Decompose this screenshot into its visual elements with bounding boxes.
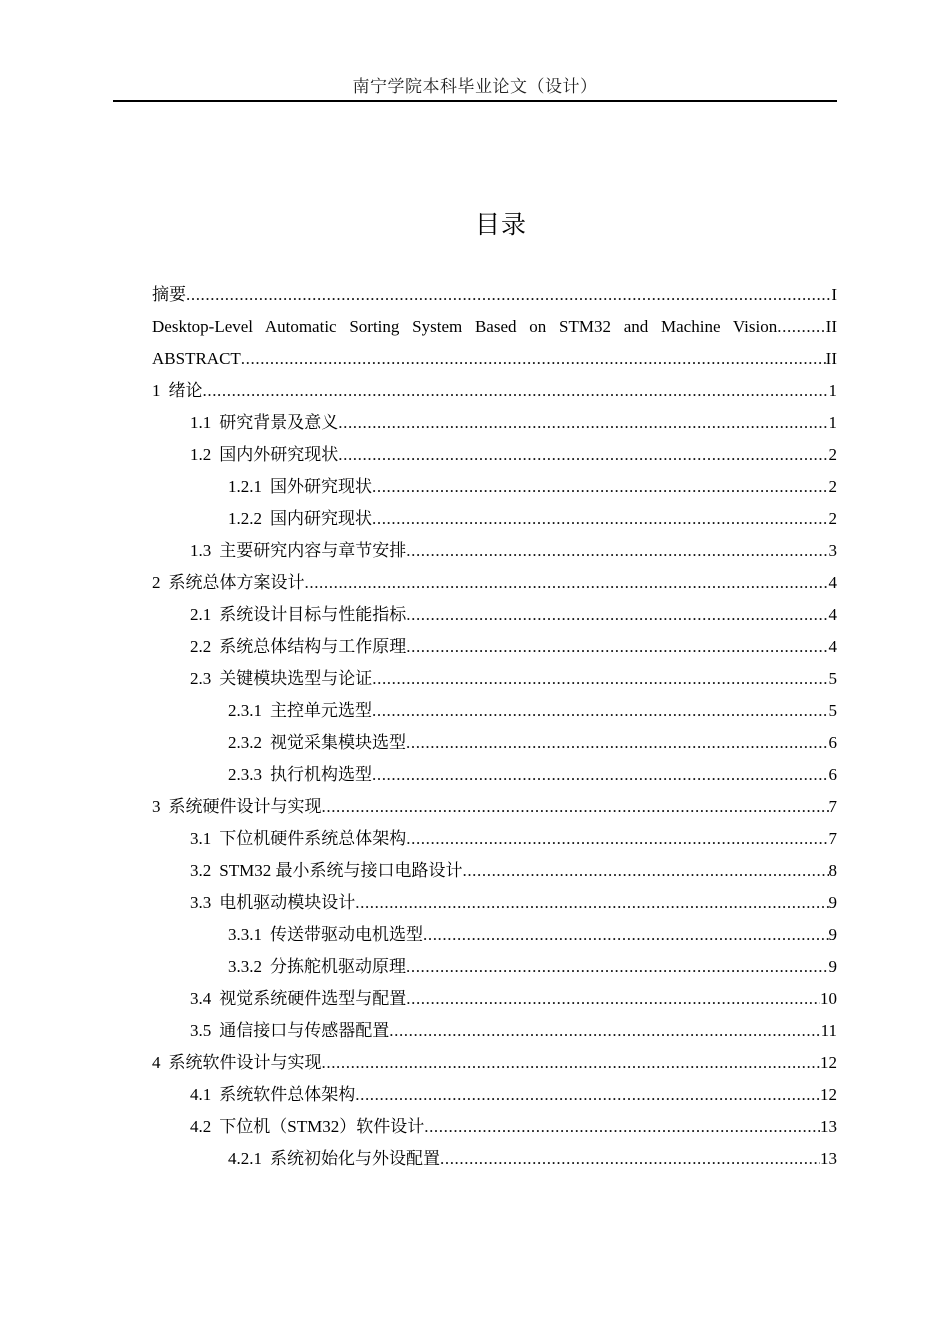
toc-entry-title: 电机驱动模块设计: [219, 893, 356, 912]
toc-dot-leader: [424, 1111, 820, 1143]
toc-entry[interactable]: [152, 471, 837, 503]
toc-entry-number: 4.2: [190, 1117, 212, 1136]
toc-entry-page: 5: [828, 701, 837, 720]
toc-entry[interactable]: [152, 823, 837, 855]
toc-dot-leader: [322, 791, 829, 823]
toc-entry-title: 国外研究现状: [270, 477, 372, 496]
toc-entry-number: 4.2.1: [228, 1149, 262, 1168]
toc-entry[interactable]: [152, 791, 837, 823]
toc-entry-title: 摘要: [152, 285, 186, 304]
toc-entry[interactable]: [152, 567, 837, 599]
toc-entry-title: 执行机构选型: [270, 765, 372, 784]
toc-entry-title: 下位机（STM32）软件设计: [219, 1117, 425, 1136]
toc-entry-title: 视觉系统硬件选型与配置: [219, 989, 407, 1008]
toc-dot-leader: [372, 759, 829, 791]
toc-entry-page: 12: [820, 1085, 837, 1104]
toc-entry-number: 4: [152, 1053, 161, 1072]
toc-entry[interactable]: [152, 439, 837, 471]
toc-entry-title: 分拣舵机驱动原理: [270, 957, 406, 976]
toc-dot-leader: [423, 919, 829, 951]
toc-dot-leader: [389, 1015, 820, 1047]
toc-entry-number: 3.3.1: [228, 925, 262, 944]
toc-dot-leader: [406, 535, 828, 567]
toc-entry[interactable]: [152, 887, 837, 919]
toc-entry-page: 7: [828, 797, 837, 816]
toc-entry[interactable]: [152, 1015, 837, 1047]
toc-entry-number: 1.2: [190, 445, 212, 464]
toc-entry-number: 1: [152, 381, 161, 400]
toc-entry-title: Desktop-Level Automatic Sorting System Based on STM32 and Machine Vision: [152, 317, 778, 336]
running-header: 南宁学院本科毕业论文（设计）: [352, 77, 598, 96]
toc-entry[interactable]: [152, 855, 837, 887]
toc-entry-number: 2.1: [190, 605, 212, 624]
toc-dot-leader: [372, 503, 829, 535]
toc-entry-title: 系统总体结构与工作原理: [219, 637, 407, 656]
toc-entry-page: II: [825, 349, 837, 368]
toc-entry-title: 系统设计目标与性能指标: [219, 605, 407, 624]
toc-entry-title: 系统初始化与外设配置: [270, 1149, 440, 1168]
toc-dot-leader: [372, 695, 829, 727]
toc-entry-number: 2.3.2: [228, 733, 262, 752]
toc-entry-title: 系统硬件设计与实现: [168, 797, 322, 816]
toc-entry[interactable]: [152, 1079, 837, 1111]
toc-dot-leader: [406, 631, 828, 663]
toc-entry-title: 研究背景及意义: [219, 413, 339, 432]
toc-entry[interactable]: [152, 663, 837, 695]
toc-entry[interactable]: [152, 1143, 837, 1175]
toc-dot-leader: [203, 375, 829, 407]
toc-entry-number: 2.3.1: [228, 701, 262, 720]
toc-entry-page: 13: [820, 1149, 837, 1168]
toc-entry-page: I: [831, 285, 837, 304]
toc-entry[interactable]: [152, 951, 837, 983]
toc-dot-leader: [406, 951, 829, 983]
toc-dot-leader: [186, 279, 831, 311]
header-rule: [113, 100, 837, 102]
toc-entry-title: 系统总体方案设计: [168, 573, 305, 592]
toc-entry[interactable]: [152, 695, 837, 727]
toc-entry-title: 绪论: [168, 381, 203, 400]
toc-entry-number: 2: [152, 573, 161, 592]
toc-entry-page: 7: [828, 829, 837, 848]
toc-entry-number: 2.3.3: [228, 765, 262, 784]
toc-entry[interactable]: [152, 375, 837, 407]
toc-entry-title: 主控单元选型: [270, 701, 372, 720]
toc-entry[interactable]: [152, 311, 837, 343]
toc-entry-page: 1: [828, 413, 837, 432]
toc-dot-leader: [355, 1079, 820, 1111]
toc-entry-title: 传送带驱动电机选型: [270, 925, 423, 944]
toc-entry-page: 10: [820, 989, 837, 1008]
toc-entry-number: 4.1: [190, 1085, 212, 1104]
toc-entry-title: 系统软件总体架构: [219, 1085, 356, 1104]
toc-dot-leader: [372, 663, 828, 695]
toc-entry-page: 2: [828, 477, 837, 496]
toc-dot-leader: [241, 343, 826, 375]
toc-entry[interactable]: [152, 1047, 837, 1079]
toc-entry[interactable]: [152, 759, 837, 791]
toc-entry[interactable]: [152, 727, 837, 759]
toc-entry[interactable]: [152, 503, 837, 535]
toc-entry-page: 8: [828, 861, 837, 880]
toc-entry-number: 1.1: [190, 413, 212, 432]
toc-entry-number: 3.3: [190, 893, 212, 912]
toc-entry[interactable]: [152, 1111, 837, 1143]
toc-entry-page: 2: [828, 509, 837, 528]
toc-entry-page: 4: [828, 573, 837, 592]
toc-entry-page: 9: [828, 957, 837, 976]
toc-entry-number: 3.4: [190, 989, 212, 1008]
toc-entry-number: 1.3: [190, 541, 212, 560]
toc-entry-page: 6: [828, 765, 837, 784]
toc-entry-number: 1.2.1: [228, 477, 262, 496]
toc-entry-title: 关键模块选型与论证: [219, 669, 373, 688]
toc-entry[interactable]: [152, 599, 837, 631]
toc-entry-title: 下位机硬件系统总体架构: [219, 829, 407, 848]
toc-entry-title: 主要研究内容与章节安排: [219, 541, 407, 560]
toc-entry-title: 系统软件设计与实现: [168, 1053, 322, 1072]
toc-dot-leader: [462, 855, 828, 887]
toc-title: 目录: [474, 212, 527, 239]
toc-entry-title: 通信接口与传感器配置: [219, 1021, 390, 1040]
toc-entry-number: 2.2: [190, 637, 212, 656]
toc-entry[interactable]: [152, 919, 837, 951]
toc-dot-leader: [777, 311, 825, 343]
toc-entry-page: 12: [820, 1053, 837, 1072]
toc-entry-page: 3: [828, 541, 837, 560]
toc-entry[interactable]: [152, 535, 837, 567]
toc-entry-page: 1: [828, 381, 837, 400]
toc-dot-leader: [440, 1143, 820, 1175]
toc-entry-page: 9: [828, 893, 837, 912]
toc-entry-number: 3.2: [190, 861, 212, 880]
toc-entry-page: 2: [828, 445, 837, 464]
toc-dot-leader: [322, 1047, 821, 1079]
toc-entry-title: 国内研究现状: [270, 509, 372, 528]
toc-entry-number: 3: [152, 797, 161, 816]
table-of-contents: [152, 279, 837, 1175]
toc-entry-page: 11: [820, 1021, 837, 1040]
toc-entry-page: 4: [828, 605, 837, 624]
toc-entry[interactable]: [152, 279, 837, 311]
toc-dot-leader: [338, 439, 828, 471]
toc-entry-page: II: [825, 317, 837, 336]
toc-entry-title: STM32 最小系统与接口电路设计: [219, 861, 463, 880]
toc-entry-page: 13: [820, 1117, 837, 1136]
toc-entry-number: 1.2.2: [228, 509, 262, 528]
toc-entry-number: 3.5: [190, 1021, 212, 1040]
toc-entry-number: 2.3: [190, 669, 212, 688]
toc-dot-leader: [406, 599, 828, 631]
toc-entry-page: 9: [828, 925, 837, 944]
toc-entry-page: 6: [828, 733, 837, 752]
toc-entry-title: 视觉采集模块选型: [270, 733, 406, 752]
toc-dot-leader: [338, 407, 828, 439]
toc-entry-number: 3.3.2: [228, 957, 262, 976]
toc-entry[interactable]: [152, 343, 837, 375]
toc-entry-number: 3.1: [190, 829, 212, 848]
toc-dot-leader: [406, 983, 820, 1015]
toc-entry[interactable]: [152, 631, 837, 663]
toc-entry-page: 4: [828, 637, 837, 656]
toc-entry[interactable]: [152, 407, 837, 439]
toc-dot-leader: [372, 471, 829, 503]
toc-dot-leader: [406, 727, 829, 759]
toc-dot-leader: [406, 823, 828, 855]
toc-entry-page: 5: [828, 669, 837, 688]
toc-dot-leader: [355, 887, 828, 919]
toc-entry-title: 国内外研究现状: [219, 445, 339, 464]
toc-entry[interactable]: [152, 983, 837, 1015]
toc-entry-title: ABSTRACT: [152, 349, 241, 368]
toc-dot-leader: [305, 567, 829, 599]
